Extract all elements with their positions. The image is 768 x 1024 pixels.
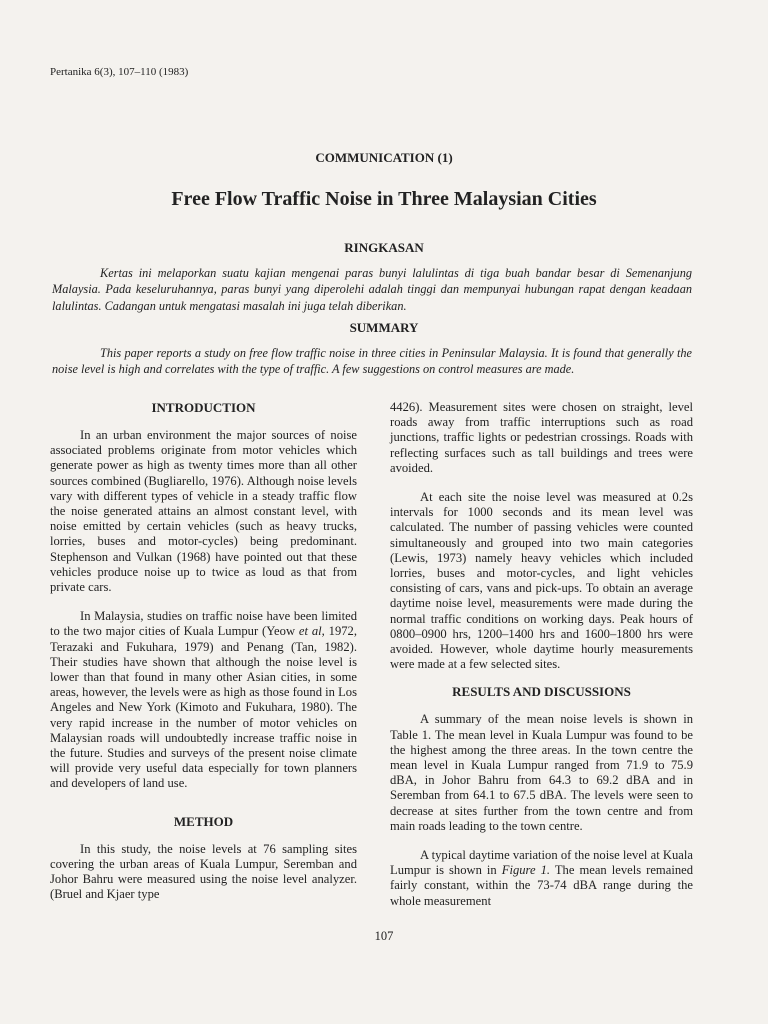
method-paragraph-1-continued: 4426). Measurement sites were chosen on straight, level roads away from traffic interruptions such as road junctions, traffic lights or pedestrian crossings. Roads with reflecting surfaces such as tall buildings and trees were avoided. — [390, 400, 693, 475]
method-paragraph-2: At each site the noise level was measured at 0.2s intervals for 1000 seconds and its mean level was calculated. The number of passing vehicles were counted simultaneously and grouped into two main categories (Lewis, 1973) namely heavy vehicles which included lorries, buses and motor-cycles, and light vehicles consisting of cars, vans and pick-ups. To obtain an average daytime noise level, measurements were made during the normal traffic conditions on working days. Peak hours of 0800–0900 hrs, 1200–1400 hrs and 1600–1800 hrs were avoided. However, whole daytime hourly measurements were made at a few selected sites. — [390, 490, 693, 672]
et-al-citation: et al, — [298, 624, 325, 639]
method-paragraph-1: In this study, the noise levels at 76 sampling sites covering the urban areas of Kuala Lumpur, Seremban and Johor Bahru were measured using the noise level analyzer. (Bruel and Kjaer type — [50, 841, 357, 902]
ringkasan-heading: RINGKASAN — [344, 240, 424, 255]
results-paragraph-1: A summary of the mean noise levels is shown in Table 1. The mean level in Kuala Lumpur was found to be the highest among the three areas. In the town centre the mean level in Kuala Lumpur ranged from 71.9 to 75.9 dBA, in Johor Bahru from 64.3 to 69.2 dBA and in Seremban from 64.1 to 67.5 dBA. The levels were seen to decrease at sites further from the town centre and from main roads leading to the town centre. — [390, 712, 693, 833]
ringkasan-text: Kertas ini melaporkan suatu kajian mengenai paras bunyi lalulintas di tiga buah bandar besar di Semenanjung Malaysia. Pada keseluruhannya, paras bunyi yang diperolehi adalah tinggi dan mempunyai hubungan rapat dengan keadaan lalulintas. Cadangan untuk mengatasi masalah ini juga telah diberikan. — [52, 266, 692, 313]
left-column — [50, 400, 357, 902]
introduction-paragraph-2: In Malaysia, studies on traffic noise have been limited to the two major cities of Kuala Lumpur (Yeow et al, 1972, Terazaki and Fukuhara, 1979) and Penang (Tan, 1982). Their studies have shown that although the noise level is lower than that found in many other Asian cities, in some areas, however, the levels were as high as those found in Los Angeles and New York (Kimoto and Fukuhara, 1980). The very rapid increase in the number of motor vehicles on Malaysian roads will undoubtedly increase traffic noise in the future. Studies and surveys of the present noise climate will provide very useful data especially for town planners and developers of land use. — [50, 609, 358, 791]
paper-title: Free Flow Traffic Noise in Three Malaysian Cities — [171, 188, 597, 210]
introduction-paragraph-1: In an urban environment the major sources of noise associated problems originate from motor vehicles which generate power as high as twenty times more than all other sources combined (Bugliarello, 1976). Although noise levels vary with different types of vehicle in a steady traffic flow the noise generated attains an almost constant level, with noise emitted by certain vehicles (such as heavy trucks, lorries, buses and motor-cycles) being predominant. Stephenson and Vulkan (1968) have pointed out that these vehicles produce noise up to twice as loud as that from private cars. — [50, 428, 357, 595]
page-number: 107 — [374, 929, 394, 943]
results-heading: RESULTS AND DISCUSSIONS — [452, 684, 631, 700]
method-heading: METHOD — [173, 813, 234, 829]
summary-text: This paper reports a study on free flow traffic noise in three cities in Peninsular Malaysia. It is found that generally the noise level is high and correlates with the type of traffic. A few suggestions on control measures are made. — [52, 346, 692, 377]
results-paragraph-2: A typical daytime variation of the noise level at Kuala Lumpur is shown in Figure 1. The mean levels remained fairly constant, within the 73-74 dBA range during the whole measurement — [390, 848, 693, 908]
communication-label: COMMUNICATION (1) — [315, 150, 453, 165]
figure-reference: Figure 1. — [501, 863, 551, 878]
introduction-heading: INTRODUCTION — [151, 400, 256, 415]
right-column — [390, 400, 693, 909]
journal-reference: Pertanika 6(3), 107–110 (1983) — [50, 66, 189, 78]
summary-heading: SUMMARY — [349, 320, 419, 335]
